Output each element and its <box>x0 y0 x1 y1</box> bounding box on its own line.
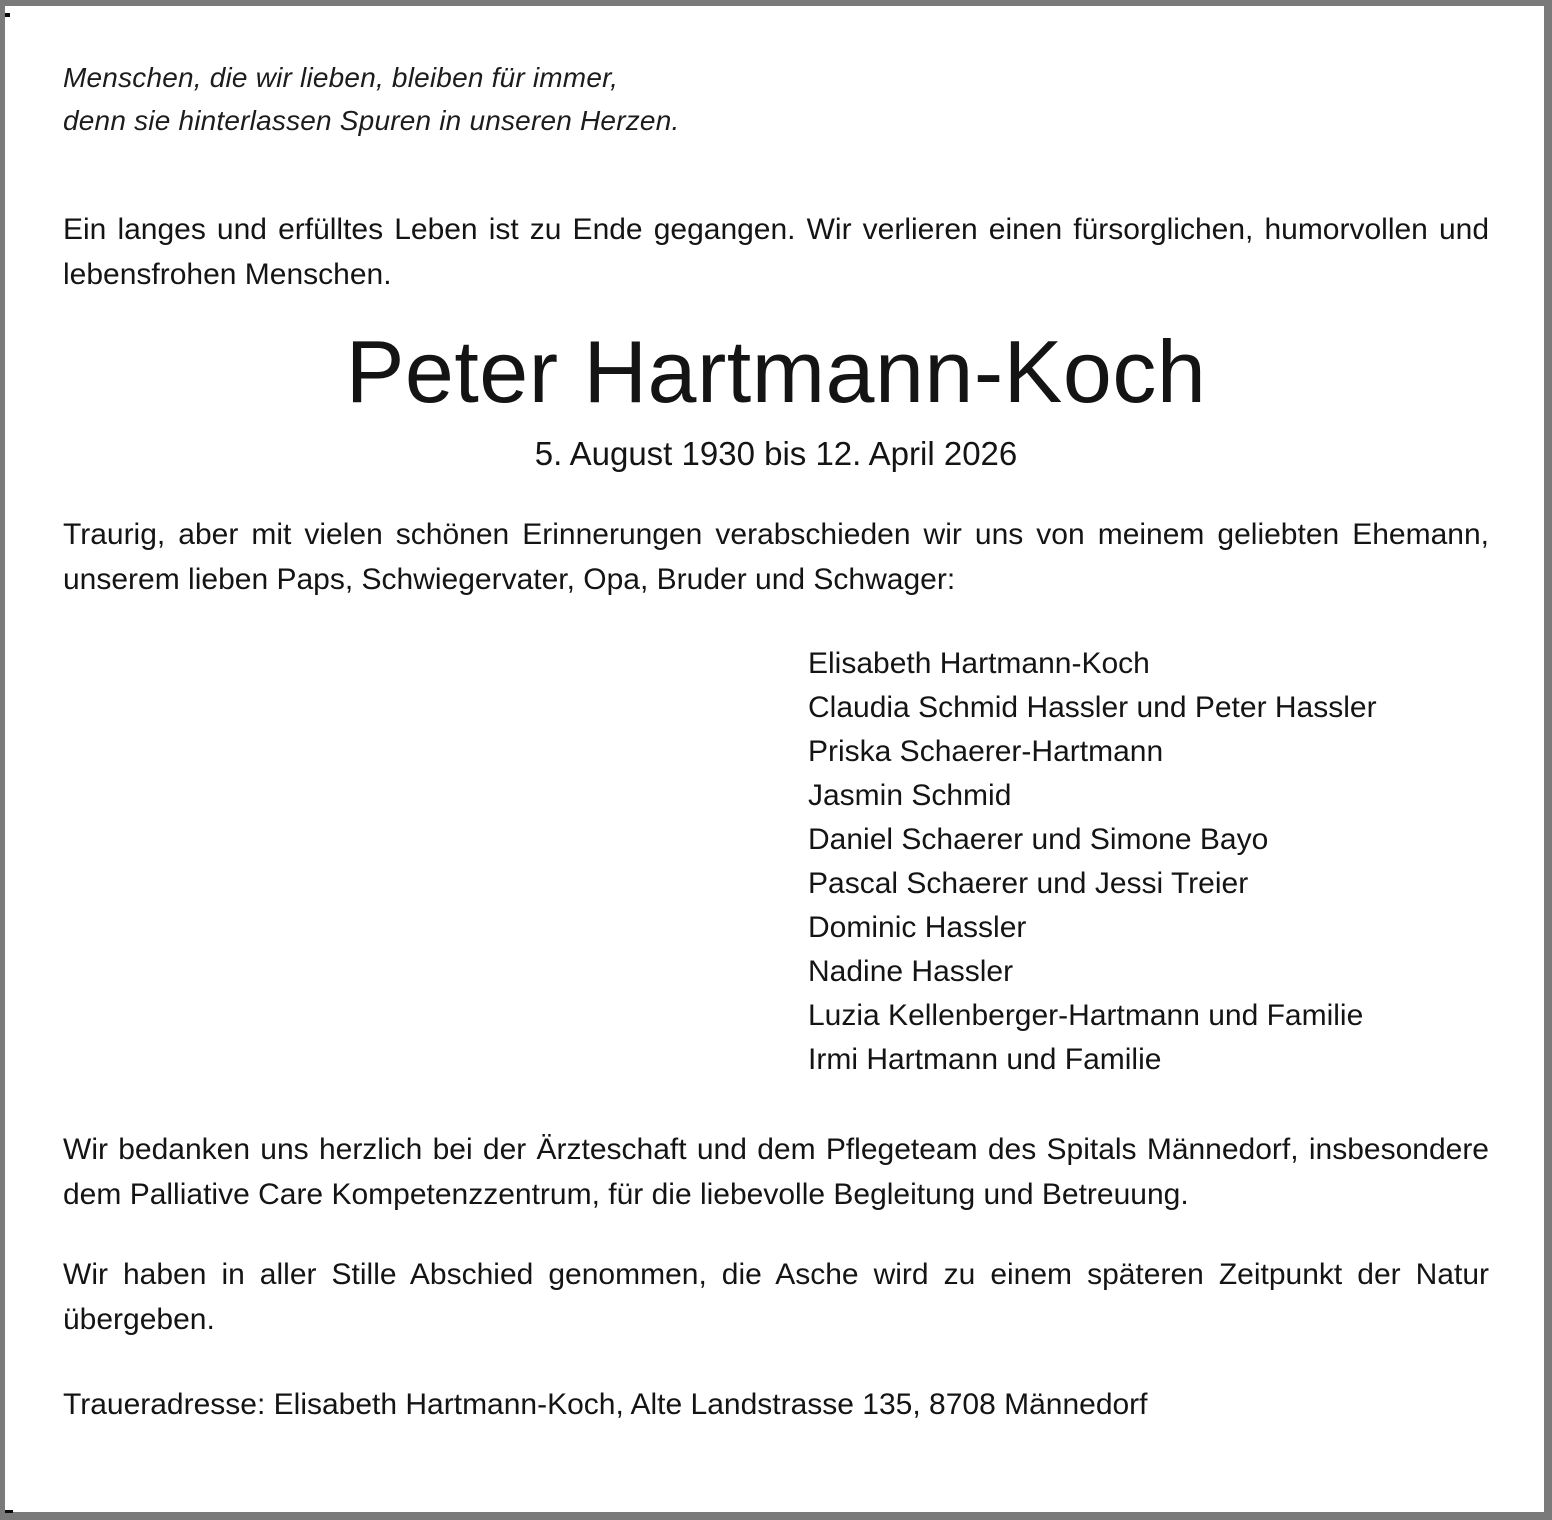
mourner-name: Dominic Hassler <box>808 911 1027 944</box>
thanks-paragraph: Wir bedanken uns herzlich bei der Ärzteschaft und dem Pflegeteam des Spitals Männedorf, insbesondere dem Palliative Care Kompetenzzentrum, für die liebevolle Begleitung und Betreuung. <box>63 1133 1489 1211</box>
farewell-paragraph: Traurig, aber mit vielen schönen Erinnerungen verabschieden wir uns von meinem geliebten Ehemann, unserem lieben Paps, Schwiegervater, Opa, Bruder und Schwager: <box>63 518 1489 596</box>
mourner-name: Daniel Schaerer und Simone Bayo <box>808 823 1269 856</box>
mourner-name: Jasmin Schmid <box>808 779 1012 812</box>
obituary-content <box>5 56 1544 1427</box>
scan-artifact-top-left <box>5 13 10 17</box>
mourners-list <box>808 642 1489 1082</box>
epigraph <box>63 56 1489 142</box>
mourner-name: Elisabeth Hartmann-Koch <box>808 647 1150 680</box>
mourner-name: Pascal Schaerer und Jessi Treier <box>808 867 1249 900</box>
mourner-name: Priska Schaerer-Hartmann <box>808 735 1164 768</box>
epigraph-line-1: Menschen, die wir lieben, bleiben für immer, <box>63 62 619 93</box>
mourner-name: Nadine Hassler <box>808 955 1014 988</box>
life-dates: 5. August 1930 bis 12. April 2026 <box>534 435 1018 472</box>
mourner-name: Luzia Kellenberger-Hartmann und Familie <box>808 999 1364 1032</box>
mourner-name: Claudia Schmid Hassler und Peter Hassler <box>808 691 1377 724</box>
obituary-page <box>5 6 1544 1512</box>
epigraph-line-2: denn sie hinterlassen Spuren in unseren Herzen. <box>63 105 680 136</box>
mourner-name: Irmi Hartmann und Familie <box>808 1043 1162 1076</box>
farewell-note-paragraph: Wir haben in aller Stille Abschied genommen, die Asche wird zu einem späteren Zeitpunkt der Natur übergeben. <box>63 1258 1489 1336</box>
intro-paragraph: Ein langes und erfülltes Leben ist zu Ende gegangen. Wir verlieren einen fürsorglichen, humorvollen und lebensfrohen Menschen. <box>63 213 1489 291</box>
deceased-name: Peter Hartmann-Koch <box>345 322 1207 421</box>
scan-artifact-bottom-left <box>5 1510 13 1513</box>
mourning-address: Traueradresse: Elisabeth Hartmann-Koch, Alte Landstrasse 135, 8708 Männedorf <box>63 1388 1148 1421</box>
